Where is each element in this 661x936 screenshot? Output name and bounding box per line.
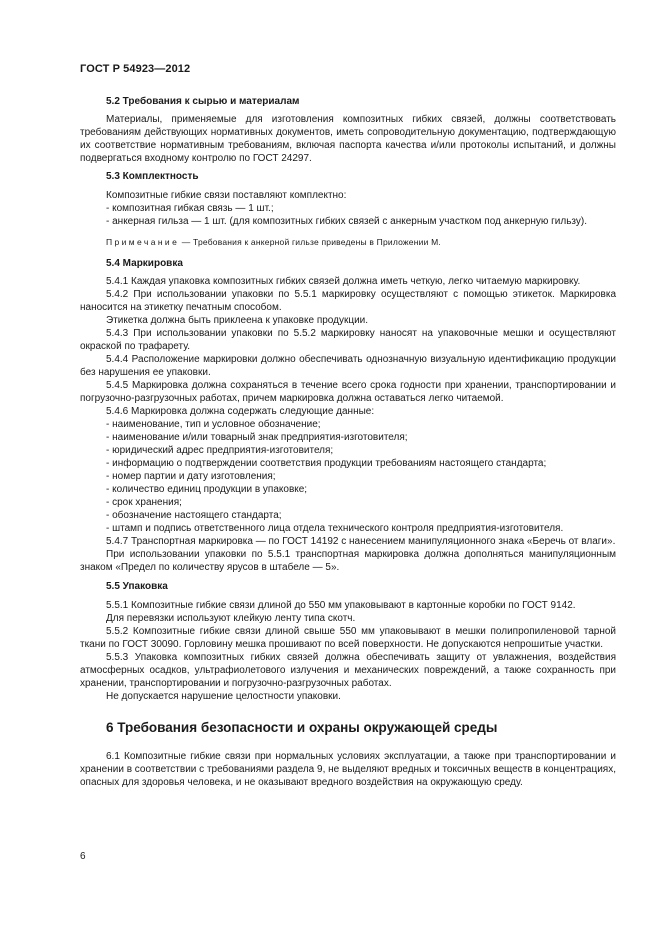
list-item: - композитная гибкая связь — 1 шт.; [106, 203, 274, 214]
clause-5-4-7: 5.4.7 Транспортная маркировка — по ГОСТ 14192 с нанесением манипуляционного знака «Беречь от влаги». [106, 536, 616, 547]
list-item: - наименование и/или товарный знак предприятия-изготовителя; [106, 432, 408, 443]
clause-5-4-2-label: Этикетка должна быть приклеена к упаковке продукции. [106, 315, 369, 326]
list-item: - наименование, тип и условное обозначение; [106, 419, 321, 430]
document-body [80, 95, 616, 789]
clause-5-4-1: 5.4.1 Каждая упаковка композитных гибких связей должна иметь четкую, легко читаемую маркировку. [106, 276, 581, 287]
note [80, 236, 616, 249]
clause-5-4-2: 5.4.2 При использовании упаковки по 5.5.1 маркировку осуществляют с помощью этикеток. Маркировка наносится на этикетку печатным способом. [80, 289, 616, 313]
clause-5-5-3-extra: Не допускается нарушение целостности упаковки. [106, 691, 341, 702]
list-item: - срок хранения; [106, 497, 182, 508]
clause-5-4-3: 5.4.3 При использовании упаковки по 5.5.2 маркировку наносят на упаковочные мешки и осуществляют окраской по трафарету. [80, 328, 616, 352]
section-5-3-heading: 5.3 Комплектность [106, 171, 199, 182]
note-text: — Требования к анкерной гильзе приведены в Приложении М. [179, 237, 441, 247]
document-header: ГОСТ Р 54923—2012 [80, 63, 191, 75]
clause-6-1: 6.1 Композитные гибкие связи при нормальных условиях эксплуатации, а также при транспортировании и хранении в соответствии с требованиями раздела 9, не выделяют вредных и токсичных веществ в концентрациях, опасных для здоровья человека, и не оказывают вредного воздействия на окружающую среду. [80, 751, 616, 788]
list-item: - обозначение настоящего стандарта; [106, 510, 282, 521]
list-item: - штамп и подпись ответственного лица отдела технического контроля предприятия-изготовителя. [106, 523, 564, 534]
list-item: - номер партии и дату изготовления; [106, 471, 276, 482]
list-item: - анкерная гильза — 1 шт. (для композитных гибких связей с анкерным участком под анкерную гильзу). [106, 216, 588, 227]
clause-5-5-1: 5.5.1 Композитные гибкие связи длиной до 550 мм упаковывают в картонные коробки по ГОСТ 9142. [106, 600, 576, 611]
clause-5-5-3: 5.5.3 Упаковка композитных гибких связей должна обеспечивать защиту от увлажнения, воздействия атмосферных осадков, ультрафиолетового излучения и механических повреждений, а также сохранность при хранении, транспортировании и погрузочно-разгрузочных работах. [80, 652, 616, 689]
section-6-heading: 6 Требования безопасности и охраны окружающей среды [106, 720, 498, 735]
list-item: - количество единиц продукции в упаковке; [106, 484, 308, 495]
list-item: - юридический адрес предприятия-изготовителя; [106, 445, 334, 456]
list-item: - информацию о подтверждении соответствия продукции требованиям настоящего стандарта; [106, 458, 547, 469]
clause-5-4-4: 5.4.4 Расположение маркировки должно обеспечивать однозначную визуальную идентификацию продукции без нарушения ее упаковки. [80, 354, 616, 378]
clause-5-4-5: 5.4.5 Маркировка должна сохраняться в течение всего срока годности при хранении, транспортировании и погрузочно-разгрузочных работах, причем маркировка должна оставаться легко читаемой. [80, 380, 616, 404]
clause-5-4-7-extra: При использовании упаковки по 5.5.1 транспортная маркировка должна дополняться манипуляционным знаком «Предел по количеству ярусов в штабеле — 5». [80, 549, 616, 573]
page-number: 6 [80, 851, 86, 862]
note-label: Примечание [106, 237, 180, 247]
section-5-3-paragraph: Композитные гибкие связи поставляют комплектно: [106, 190, 347, 201]
section-5-2-paragraph: Материалы, применяемые для изготовления композитных гибких связей, должны соответствовать требованиям действующих нормативных документов, иметь сопроводительную документацию, подтверждающую их соответствие нормативным требованиям, включая паспорта качества и/или протоколы испытаний, и должны подвергаться входному контролю по ГОСТ 24297. [80, 114, 616, 164]
section-5-5-heading: 5.5 Упаковка [106, 581, 168, 592]
section-5-2-heading: 5.2 Требования к сырью и материалам [106, 96, 300, 107]
section-5-4-heading: 5.4 Маркировка [106, 258, 183, 269]
clause-5-5-1-extra: Для перевязки используют клейкую ленту типа скотч. [106, 613, 356, 624]
clause-5-5-2: 5.5.2 Композитные гибкие связи длиной свыше 550 мм упаковывают в мешки полипропиленовой тарной ткани по ГОСТ 30090. Горловину мешка прошивают по всей поверхности. Не допускаются непрошитые участки. [80, 626, 616, 650]
clause-5-4-6: 5.4.6 Маркировка должна содержать следующие данные: [106, 406, 375, 417]
